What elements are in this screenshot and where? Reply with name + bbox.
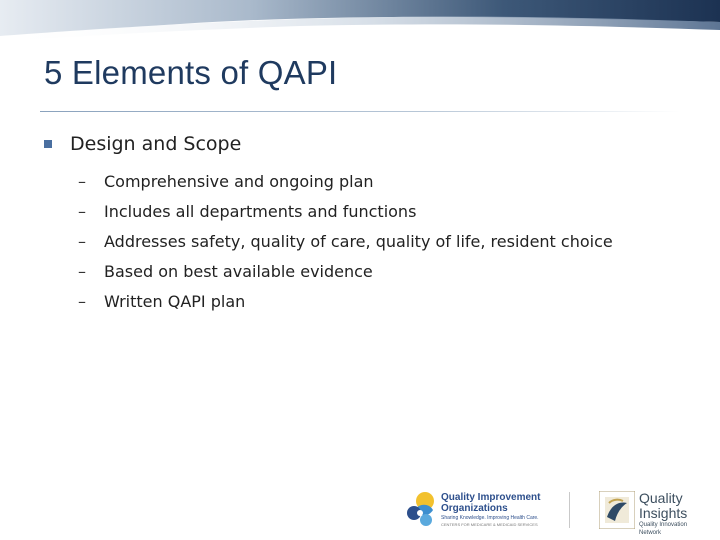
sub-bullet-item — [78, 166, 613, 196]
sub-bullet-item — [78, 256, 613, 286]
sub-bullet-item — [78, 226, 613, 256]
main-bullet — [44, 133, 241, 155]
qi-name-line: Quality — [639, 490, 683, 506]
main-bullet-text: Design and Scope — [70, 133, 242, 155]
quality-insights-logo-text — [639, 491, 705, 537]
sub-bullet-list — [78, 166, 613, 316]
title-divider — [40, 111, 680, 112]
slide-title: 5 Elements of QAPI — [44, 54, 338, 91]
logo-divider — [569, 492, 570, 528]
dash-bullet-icon: – — [78, 261, 86, 281]
sub-bullet-text: Addresses safety, quality of care, quality of life, resident choice — [104, 231, 613, 251]
footer-logos — [405, 488, 705, 536]
qio-name-line: Quality Improvement — [441, 492, 541, 503]
dash-bullet-icon: – — [78, 291, 86, 311]
sub-bullet-text: Comprehensive and ongoing plan — [104, 171, 374, 191]
square-bullet-icon — [44, 140, 52, 148]
quality-insights-logo-icon — [599, 491, 635, 529]
top-banner — [0, 0, 720, 44]
dash-bullet-icon: – — [78, 171, 86, 191]
sub-bullet-item — [78, 286, 613, 316]
qio-tagline: Sharing Knowledge. Improving Health Care. — [441, 515, 539, 521]
sub-bullet-text: Includes all departments and functions — [104, 201, 417, 221]
dash-bullet-icon: – — [78, 231, 86, 251]
sub-bullet-text: Written QAPI plan — [104, 291, 246, 311]
sub-bullet-item — [78, 196, 613, 226]
qio-name-line: Organizations — [441, 503, 508, 514]
qio-subtagline: CENTERS FOR MEDICARE & MEDICAID SERVICES — [441, 522, 538, 527]
dash-bullet-icon: – — [78, 201, 86, 221]
qio-logo-text — [441, 492, 540, 528]
sub-bullet-text: Based on best available evidence — [104, 261, 373, 281]
qi-name-line: Insights — [639, 505, 688, 521]
qio-logo-icon — [405, 490, 439, 530]
qi-tagline: Quality Innovation Network — [639, 522, 688, 536]
